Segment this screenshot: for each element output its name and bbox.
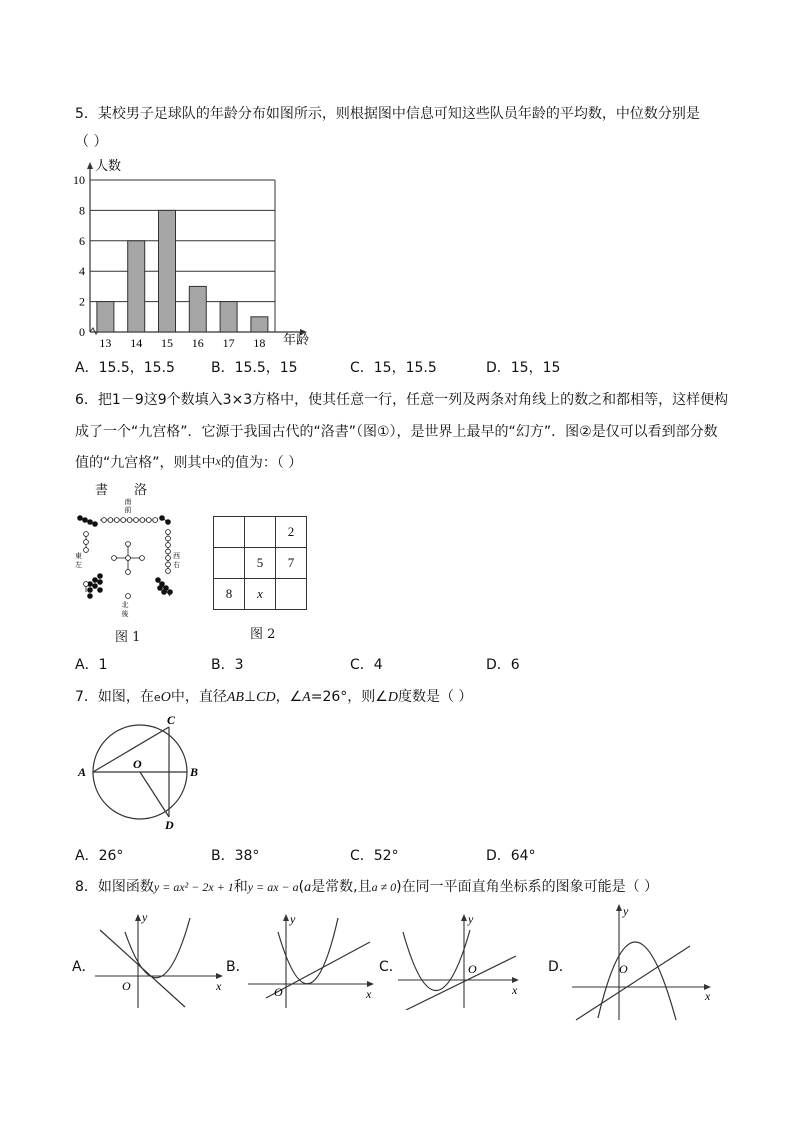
luoshu-dot — [98, 580, 103, 585]
bar — [189, 286, 206, 332]
function-2: y = ax − a — [247, 880, 299, 894]
luoshu-dot — [166, 569, 171, 574]
x-tick-label: 16 — [191, 336, 204, 350]
segment-od — [140, 772, 169, 817]
q5-text: 5．某校男子足球队的年龄分布如图所示，则根据图中信息可知这些队员年龄的平均数，中位数分别是 — [75, 106, 700, 122]
grid-cell: 2 — [276, 517, 307, 548]
q7-option-c[interactable]: C．52° — [350, 848, 399, 864]
y-axis-arrow — [87, 162, 93, 169]
x-tick-label: 13 — [99, 336, 112, 350]
q7-option-d[interactable]: D．64° — [486, 848, 536, 864]
y-tick-label: 0 — [79, 325, 85, 339]
svg-text:O: O — [122, 979, 131, 993]
graph-d — [572, 900, 720, 1024]
luoshu-dot — [112, 556, 117, 561]
luoshu-dot — [93, 584, 98, 589]
luoshu-dot — [166, 556, 171, 561]
svg-text:O: O — [274, 985, 283, 999]
y-tick-label: 8 — [79, 203, 85, 218]
graph-a — [95, 910, 230, 1010]
q8-option-c[interactable]: C． — [379, 959, 403, 975]
luoshu-dot — [78, 516, 83, 521]
q5-option-a[interactable]: A．15.5，15.5 — [75, 360, 175, 376]
svg-text:O: O — [619, 962, 628, 976]
luoshu-dot — [88, 588, 93, 593]
bar — [220, 302, 237, 332]
luoshu-dot — [166, 549, 171, 554]
q7-option-a[interactable]: A．26° — [75, 848, 124, 864]
y-tick-label: 10 — [73, 173, 85, 187]
q6-line2: 成了一个“九宫格”．它源于我国古代的“洛書”（图①），是世界上最早的“幻方”．图②是仅可以看到部分数 — [75, 424, 718, 440]
luoshu-dot — [114, 518, 119, 523]
luoshu-figure — [70, 492, 190, 622]
luoshu-dot — [102, 518, 107, 523]
luoshu-dot — [140, 556, 145, 561]
q5-option-b[interactable]: B．15.5，15 — [211, 360, 298, 376]
point-b-label: B — [190, 765, 199, 779]
graph-c — [398, 910, 528, 1010]
svg-text:y: y — [142, 910, 148, 924]
bar — [97, 302, 114, 332]
x-tick-label: 18 — [253, 336, 266, 350]
luoshu-dot — [84, 540, 89, 545]
luoshu-dot — [156, 578, 161, 583]
luoshu-dot — [168, 590, 173, 595]
svg-text:x: x — [216, 979, 222, 993]
x-tick-label: 17 — [222, 336, 235, 350]
luoshu-dot — [146, 518, 151, 523]
y-tick-label: 6 — [79, 233, 85, 248]
q6-line3-b: 的值为：（ ） — [220, 455, 303, 471]
luoshu-dot — [153, 518, 158, 523]
svg-text:O: O — [468, 962, 477, 976]
graph-b — [248, 910, 383, 1010]
luoshu-dot — [98, 588, 103, 593]
luoshu-dot — [84, 548, 89, 553]
luoshu-dot — [160, 516, 165, 521]
q6-line3-a: 值的“九宫格”，则其中 — [75, 455, 216, 471]
luoshu-dot — [93, 522, 98, 527]
luoshu-dot — [126, 594, 131, 599]
function-1: y = ax² − 2x + 1 — [153, 880, 234, 894]
luoshu-dot — [126, 542, 131, 547]
luoshu-dot — [166, 536, 171, 541]
luoshu-north-label: 北 — [121, 601, 129, 609]
luoshu-dot — [126, 556, 131, 561]
svg-text:後: 後 — [121, 610, 129, 618]
grid-cell — [214, 548, 245, 579]
point-o-label: O — [133, 757, 142, 771]
x-tick-label: 15 — [161, 336, 173, 350]
luoshu-dot — [84, 582, 89, 587]
luoshu-dot — [126, 570, 131, 575]
svg-text:x: x — [366, 987, 372, 1001]
point-d-label: D — [165, 818, 174, 832]
svg-text:y: y — [468, 912, 474, 926]
luoshu-dot — [127, 518, 132, 523]
x-tick-label: 14 — [130, 336, 143, 350]
luoshu-dot — [158, 586, 163, 591]
luoshu-dot — [108, 518, 113, 523]
grid-cell — [276, 579, 307, 610]
luoshu-dot — [88, 520, 93, 525]
q6-var-x: x — [215, 454, 221, 468]
q5-paren: （ ） — [75, 134, 108, 150]
q7-text: 7．如图，在eO中，直径AB⊥CD，∠A=26°，则∠D度数是（ ） — [75, 689, 473, 705]
luoshu-dot — [98, 574, 103, 579]
luoshu-dot — [121, 518, 126, 523]
q5-option-d[interactable]: D．15，15 — [486, 360, 561, 376]
q8-option-a[interactable]: A． — [72, 959, 96, 975]
chord-ac — [93, 727, 169, 772]
y-axis-label: 人数 — [95, 158, 122, 173]
bar — [159, 210, 176, 332]
grid-cell: 8 — [214, 579, 245, 610]
bar-chart — [60, 155, 320, 355]
q8-text: 8．如图函数y = ax² − 2x + 1和y = ax − a(a是常数,且a ≠ 0)在同一平面直角坐标系的图象可能是（ ） — [75, 879, 659, 895]
svg-text:y: y — [623, 904, 629, 918]
svg-text:y: y — [290, 912, 296, 926]
y-tick-label: 4 — [79, 264, 85, 279]
bar — [251, 317, 268, 332]
q7-option-b[interactable]: B．38° — [211, 848, 260, 864]
svg-text:右: 右 — [173, 561, 180, 569]
svg-text:x: x — [705, 989, 711, 1003]
grid-cell: 5 — [245, 548, 276, 579]
luoshu-dot — [162, 590, 167, 595]
q6-option-b[interactable]: B．3 — [211, 657, 244, 673]
q8-option-d[interactable]: D． — [548, 959, 573, 975]
q6-line1: 6．把1－9这9个数填入3×3方格中，使其任意一行，任意一列及两条对角线上的数之和都相等，这样便构 — [75, 392, 729, 408]
luoshu-dot — [134, 518, 139, 523]
q5-option-c[interactable]: C．15，15.5 — [350, 360, 437, 376]
q6-option-d[interactable]: D．6 — [486, 657, 520, 673]
luoshu-dot — [166, 562, 171, 567]
luoshu-dot — [93, 578, 98, 583]
circle-figure — [70, 712, 210, 832]
point-a-label: A — [78, 765, 87, 779]
luoshu-dot — [166, 530, 171, 535]
circle-symbol: e — [153, 691, 161, 704]
luoshu-dot — [166, 520, 171, 525]
grid-cell: 7 — [276, 548, 307, 579]
bar — [128, 241, 145, 332]
q6-option-c[interactable]: C．4 — [350, 657, 383, 673]
grid-cell — [245, 517, 276, 548]
luoshu-title: 書 洛 — [95, 483, 148, 498]
fig1-caption: 图 1 — [115, 630, 141, 645]
point-c-label: C — [167, 713, 176, 727]
q6-option-a[interactable]: A．1 — [75, 657, 108, 673]
svg-text:左: 左 — [75, 561, 82, 569]
y-tick-label: 2 — [79, 294, 85, 309]
grid-cell: x — [245, 579, 276, 610]
magic-square-grid — [213, 516, 307, 610]
luoshu-dot — [83, 518, 88, 523]
luoshu-dot — [140, 518, 145, 523]
luoshu-east-label: 東 — [75, 552, 82, 560]
grid-cell — [214, 517, 245, 548]
luoshu-south-label: 南 — [124, 498, 132, 506]
svg-text:x: x — [512, 983, 518, 997]
q8-option-b[interactable]: B． — [226, 959, 250, 975]
luoshu-west-label: 西 — [173, 552, 180, 560]
luoshu-dot — [166, 543, 171, 548]
svg-text:前: 前 — [124, 506, 132, 514]
q6-line3 — [75, 452, 302, 472]
x-axis-label: 年龄 — [283, 332, 310, 347]
luoshu-dot — [88, 594, 93, 599]
fig2-caption: 图 2 — [250, 627, 276, 642]
luoshu-dot — [84, 532, 89, 537]
